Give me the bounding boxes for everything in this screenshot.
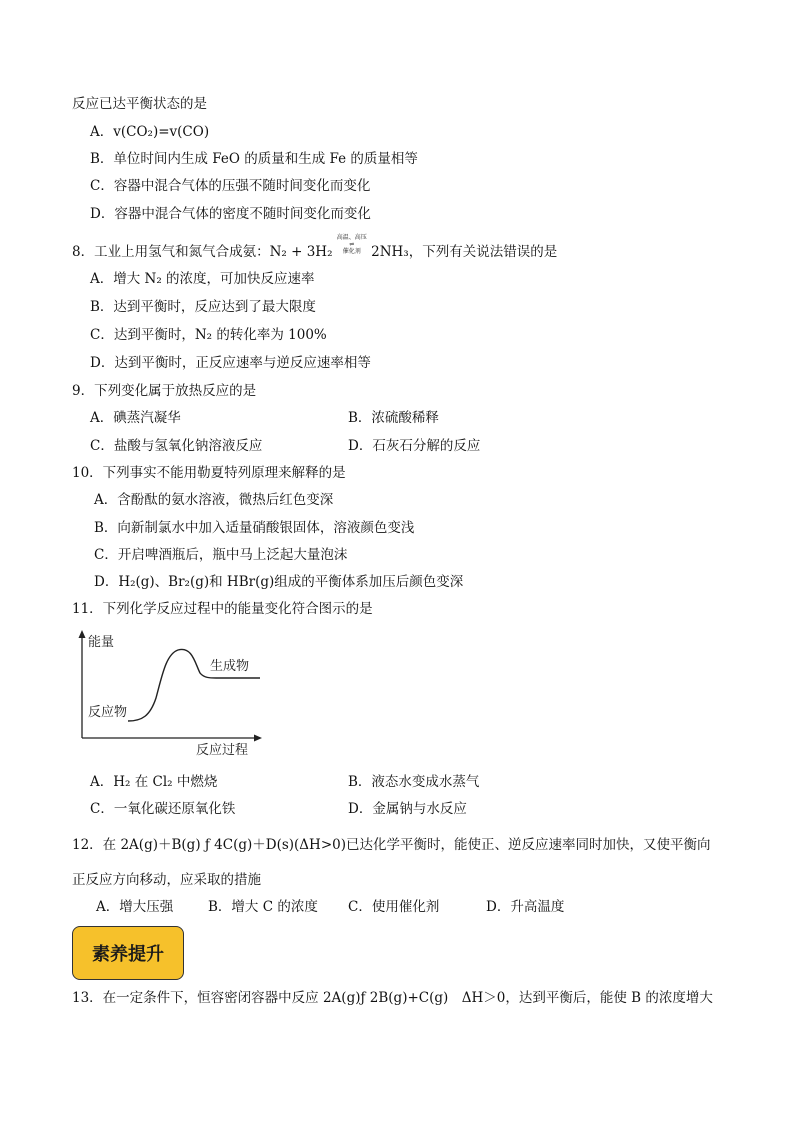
x-axis-label: 反应过程 — [196, 743, 249, 758]
q9-option-a: A．碘蒸汽凝华 — [90, 410, 181, 426]
q13-stem: 13．在一定条件下，恒容密闭容器中反应 2A(g)ƒ 2B(g)+C(g) ΔH＞0，达到平衡后，能使 B 的浓度增大 — [72, 990, 713, 1006]
q7-stem-tail: 反应已达平衡状态的是 — [72, 96, 207, 112]
q8-stem-pre: 8．工业上用氢气和氮气合成氨： — [72, 244, 270, 260]
q7-option-a: A．v(CO₂)=v(CO) — [90, 124, 210, 140]
q10-option-d: D．H₂(g)、Br₂(g)和 HBr(g)组成的平衡体系加压后颜色变深 — [94, 574, 464, 590]
q8-eq-cond-top: 高温、高压 — [336, 234, 367, 241]
q12-option-c: C．使用催化剂 — [348, 899, 440, 915]
q8-eq-right: 2NH₃ — [371, 244, 409, 260]
q12-option-b: B．增大 C 的浓度 — [208, 899, 318, 915]
reactant-label: 反应物 — [88, 705, 128, 720]
q10-option-b: B．向新制氯水中加入适量硝酸银固体，溶液颜色变浅 — [94, 520, 415, 536]
q9-option-d: D．石灰石分解的反应 — [348, 438, 481, 454]
q9-option-c: C．盐酸与氢氧化钠溶液反应 — [90, 438, 263, 454]
q7-option-b: B．单位时间内生成 FeO 的质量和生成 Fe 的质量相等 — [90, 151, 418, 167]
q11-option-d: D．金属钠与水反应 — [348, 801, 467, 817]
section-badge: 素养提升 — [72, 926, 184, 980]
q11-stem: 11．下列化学反应过程中的能量变化符合图示的是 — [72, 601, 373, 617]
q8-eq-left: N₂ + 3H₂ — [269, 244, 333, 260]
energy-diagram — [70, 628, 270, 758]
q11-option-c: C．一氧化碳还原氧化铁 — [90, 801, 236, 817]
q12-option-d: D．升高温度 — [486, 899, 565, 915]
q7-option-d: D．容器中混合气体的密度不随时间变化而变化 — [90, 206, 371, 222]
q12-stem-line1: 12．在 2A(g)＋B(g) ƒ 4C(g)＋D(s)(ΔH>0)已达化学平衡时，能使正、逆反应速率同时加快，又使平衡向 — [72, 837, 711, 853]
q10-option-a: A．含酚酞的氨水溶液，微热后红色变深 — [94, 492, 334, 508]
q10-option-c: C．开启啤酒瓶后，瓶中马上泛起大量泡沫 — [94, 547, 348, 563]
q11-option-a: A．H₂ 在 Cl₂ 中燃烧 — [90, 774, 218, 790]
q8-stem-post: ，下列有关说法错误的是 — [408, 244, 558, 260]
q10-stem: 10．下列事实不能用勒夏特列原理来解释的是 — [72, 465, 346, 481]
y-axis-label: 能量 — [88, 635, 115, 650]
q8-eq-arrow: 高温、高压 ⇌ 催化剂 — [336, 234, 367, 255]
q8-option-c: C．达到平衡时，N₂ 的转化率为 100% — [90, 327, 327, 343]
q8-option-a: A．增大 N₂ 的浓度，可加快反应速率 — [90, 271, 315, 287]
q9-stem: 9．下列变化属于放热反应的是 — [72, 383, 257, 399]
q8-option-d: D．达到平衡时，正反应速率与逆反应速率相等 — [90, 355, 371, 371]
q8-stem — [72, 234, 557, 261]
q12-option-a: A．增大压强 — [96, 899, 174, 915]
q11-option-b: B．液态水变成水蒸气 — [348, 774, 480, 790]
q9-option-b: B．浓硫酸稀释 — [348, 410, 439, 426]
y-axis-arrow-icon — [79, 630, 86, 638]
q7-option-c: C．容器中混合气体的压强不随时间变化而变化 — [90, 178, 371, 194]
x-axis-arrow-icon — [254, 735, 262, 742]
q12-stem-line2: 正反应方向移动，应采取的措施 — [72, 872, 261, 888]
q8-eq-cond-bottom: 催化剂 — [342, 248, 361, 255]
product-label: 生成物 — [210, 659, 250, 674]
q8-option-b: B．达到平衡时，反应达到了最大限度 — [90, 299, 316, 315]
